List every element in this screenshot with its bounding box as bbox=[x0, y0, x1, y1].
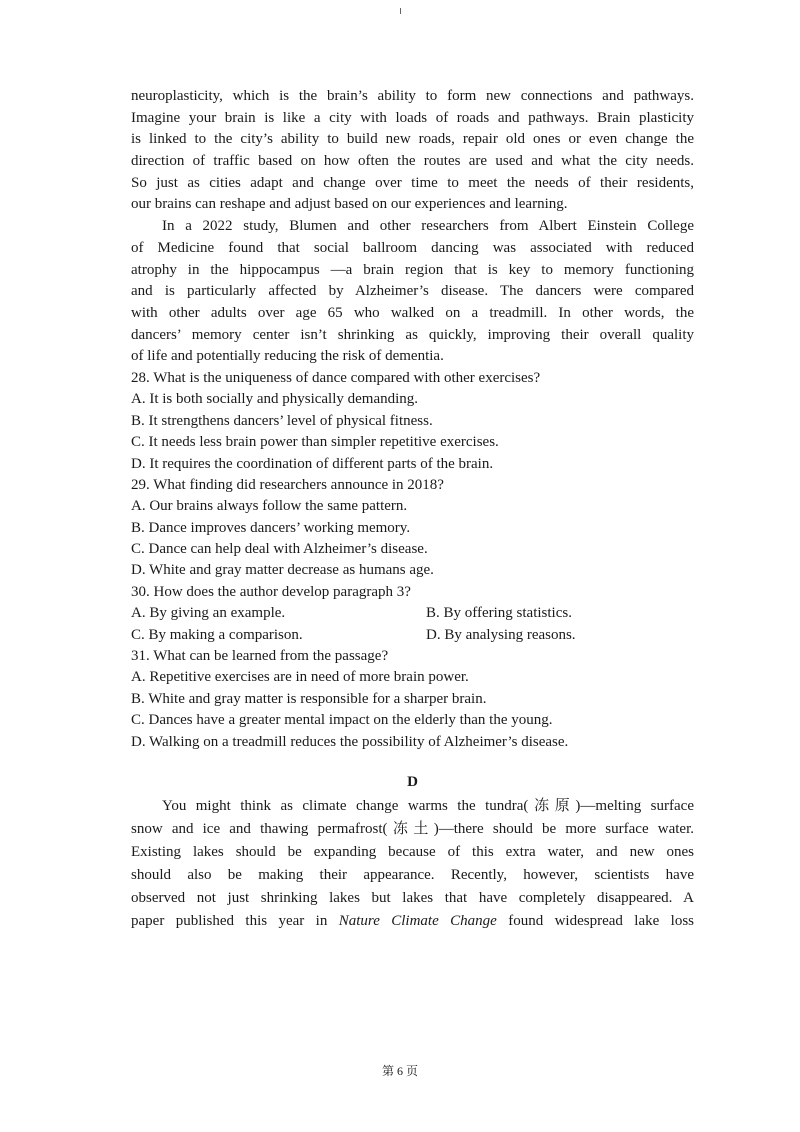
text-segment: found widespread lake loss bbox=[508, 912, 694, 929]
answer-option-d: D. White and gray matter decrease as humans age. bbox=[131, 562, 434, 579]
question-30 bbox=[131, 582, 694, 646]
answer-option-b: B. Dance improves dancers’ working memory. bbox=[131, 519, 411, 536]
question-stem: 30. How does the author develop paragraph 3? bbox=[131, 583, 411, 600]
text-line: Existing lakes should be expanding because of this extra water, and new ones bbox=[131, 843, 694, 860]
answer-option-a: A. It is both socially and physically demanding. bbox=[131, 391, 419, 408]
answer-option-c: C. By making a comparison. bbox=[131, 626, 303, 643]
text-line: our brains can reshape and adjust based on our experiences and learning. bbox=[131, 196, 568, 213]
text-line: with other adults over age 65 who walked on a treadmill. In other words, the bbox=[131, 304, 694, 321]
answer-option-c: C. Dances have a greater mental impact on the elderly than the young. bbox=[131, 712, 553, 729]
answer-option-a: A. Our brains always follow the same pattern. bbox=[131, 498, 408, 515]
section-heading-d: D bbox=[407, 773, 418, 790]
text-line: dancers’ memory center isn’t shrinking as quickly, improving their overall quality bbox=[131, 326, 694, 343]
text-segment: paper published this year in bbox=[131, 912, 328, 929]
passage-d-paragraph-1 bbox=[131, 795, 694, 933]
question-stem: 29. What finding did researchers announce in 2018? bbox=[131, 476, 444, 493]
text-line: and is particularly affected by Alzheimer’s disease. The dancers were compared bbox=[131, 283, 694, 300]
top-margin-mark bbox=[400, 8, 401, 14]
text-line: is linked to the city’s ability to build new roads, repair old ones or even change the bbox=[131, 131, 694, 148]
passage-c-paragraph-3 bbox=[131, 216, 694, 368]
question-28 bbox=[131, 368, 694, 475]
answer-option-b: B. White and gray matter is responsible for a sharper brain. bbox=[131, 690, 487, 707]
answer-options-row bbox=[131, 603, 694, 624]
answer-option-c: C. Dance can help deal with Alzheimer’s disease. bbox=[131, 541, 428, 558]
answer-option-d: D. Walking on a treadmill reduces the possibility of Alzheimer’s disease. bbox=[131, 733, 569, 750]
question-31 bbox=[131, 646, 694, 753]
text-line: In a 2022 study, Blumen and other researchers from Albert Einstein College bbox=[162, 218, 694, 235]
journal-title: Nature Climate Change bbox=[338, 912, 497, 929]
text-line: direction of traffic based on how often the routes are used and what the city needs. bbox=[131, 153, 694, 170]
question-stem: 31. What can be learned from the passage? bbox=[131, 648, 389, 665]
answer-options-row bbox=[131, 625, 694, 646]
passage-c-paragraph-2 bbox=[131, 86, 694, 216]
answer-option-a: A. Repetitive exercises are in need of more brain power. bbox=[131, 669, 469, 686]
answer-option-d: D. By analysing reasons. bbox=[426, 626, 576, 643]
text-line: Imagine your brain is like a city with loads of roads and pathways. Brain plasticity bbox=[131, 109, 694, 126]
answer-option-d: D. It requires the coordination of different parts of the brain. bbox=[131, 455, 494, 472]
text-line: neuroplasticity, which is the brain’s ability to form new connections and pathways. bbox=[131, 88, 694, 104]
answer-option-c: C. It needs less brain power than simpler repetitive exercises. bbox=[131, 434, 499, 451]
text-line: of Medicine found that social ballroom dancing was associated with reduced bbox=[131, 239, 694, 256]
answer-option-b: B. By offering statistics. bbox=[426, 605, 572, 622]
answer-option-a: A. By giving an example. bbox=[131, 605, 286, 622]
text-line bbox=[131, 910, 694, 933]
text-line: should also be making their appearance. Recently, however, scientists have bbox=[131, 866, 694, 883]
page-number: 第 6 页 bbox=[381, 1064, 418, 1078]
exam-page-content bbox=[131, 86, 694, 933]
text-line: So just as cities adapt and change over time to meet the needs of their residents, bbox=[131, 174, 694, 191]
text-line: observed not just shrinking lakes but lakes that have completely disappeared. A bbox=[131, 889, 694, 906]
text-line: atrophy in the hippocampus —a brain region that is key to memory functioning bbox=[131, 261, 694, 278]
text-line: snow and ice and thawing permafrost(冻土)—there should be more surface water. bbox=[131, 820, 694, 837]
question-29 bbox=[131, 475, 694, 582]
answer-option-b: B. It strengthens dancers’ level of physical fitness. bbox=[131, 412, 433, 429]
question-stem: 28. What is the uniqueness of dance compared with other exercises? bbox=[131, 369, 541, 386]
text-line: You might think as climate change warms the tundra(冻原)—melting surface bbox=[162, 797, 694, 814]
text-line: of life and potentially reducing the risk of dementia. bbox=[131, 348, 444, 365]
